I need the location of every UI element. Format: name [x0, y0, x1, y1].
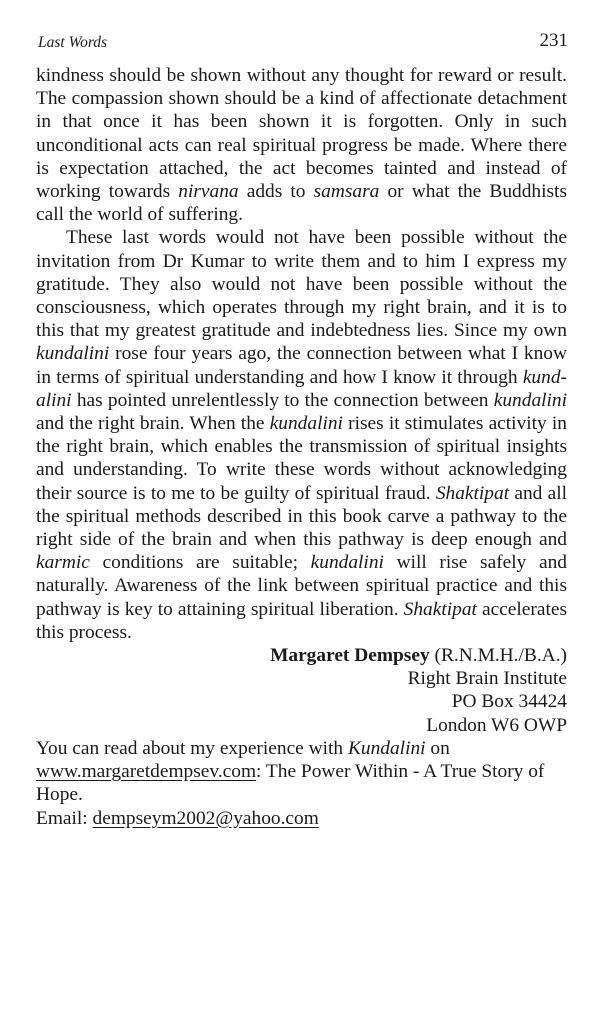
author-credentials: (R.N.M.H./B.A.) — [429, 645, 567, 667]
italic-term: Shaktipat — [403, 598, 477, 620]
page-number: 231 — [539, 30, 568, 51]
text-run: conditions are suitable; — [89, 552, 311, 574]
signature-block — [36, 644, 567, 737]
text-run: rises it stimulates activity in the right brain, which enables the transmission of spiritual insights and understanding. To write these words without acknowledging their source is to me to be guilty of spiritual fraud. — [36, 413, 567, 504]
italic-term: kundalini — [36, 343, 110, 365]
text-run: accelerates this process. — [36, 598, 567, 643]
text-run: : The Power Within - A True Story of Hope. — [36, 761, 545, 806]
email-line — [36, 807, 567, 830]
text-run: on — [425, 737, 450, 759]
email-label: Email: — [36, 807, 93, 829]
signature-name-line — [36, 644, 567, 667]
city-postcode: London W6 OWP — [426, 714, 567, 736]
author-name: Margaret Dempsey — [270, 645, 430, 667]
italic-term: kundalini — [36, 366, 567, 411]
running-head: Last Words — [38, 34, 108, 51]
italic-term: samsara — [313, 181, 380, 203]
website-note — [36, 737, 567, 807]
italic-term: nirvana — [178, 181, 239, 203]
text-run: adds to — [238, 181, 314, 203]
text-run: has pointed unrelentlessly to the connection between — [71, 389, 494, 411]
text-run: or what the Buddhists call the world of suffering. — [36, 181, 567, 226]
italic-term: karmic — [36, 552, 90, 574]
website-link[interactable]: www.margaretdempsev.com — [36, 761, 257, 783]
text-run: and all the spiritual methods described in this book carve a pathway to the right side of the brain and when this pathway is deep enough and — [36, 482, 567, 551]
text-run: and the right brain. When the — [36, 413, 270, 435]
text-run: kindness should be shown without any thought for reward or result. The compassion shown should be a kind of affectionate detachment in that once it has been shown it is forgotten. Only in such unconditional acts can real spiritual progress be made. Where there is expectation attached, the act becomes tainted and instead of working towards — [36, 65, 567, 203]
text-run: These last words would not have been possible without the invitation from Dr Kumar to write them and to him I express my gratitude. They also would not have been possible without the consciousness, which operates through my right brain, and it is to this that my greatest gratitude and indebtedness lies. Since my own — [36, 227, 567, 342]
italic-term: Kundalini — [347, 737, 426, 759]
italic-term: Shaktipat — [435, 482, 510, 504]
text-run: You can read about my experience with — [36, 737, 348, 759]
text-run: rose four years ago, the connection between what I know in terms of spiritual understanding and how I know it through — [36, 343, 567, 388]
paragraph-acknowledgement — [36, 226, 567, 644]
email-link[interactable]: dempseym2002@yahoo.com — [92, 807, 319, 829]
italic-term: kundalini — [269, 413, 343, 435]
po-box: PO Box 34424 — [451, 691, 567, 713]
italic-term: kundalini — [493, 389, 567, 411]
page-header — [38, 30, 568, 58]
institute-name: Right Brain Institute — [407, 668, 567, 690]
paragraph-continued — [36, 64, 567, 226]
italic-term: kundalini — [310, 552, 384, 574]
body-text — [36, 64, 567, 830]
text-run: will rise safely and naturally. Awareness of the link between spiritual practice and this pathway is key to attaining spiritual liberation. — [36, 552, 567, 620]
